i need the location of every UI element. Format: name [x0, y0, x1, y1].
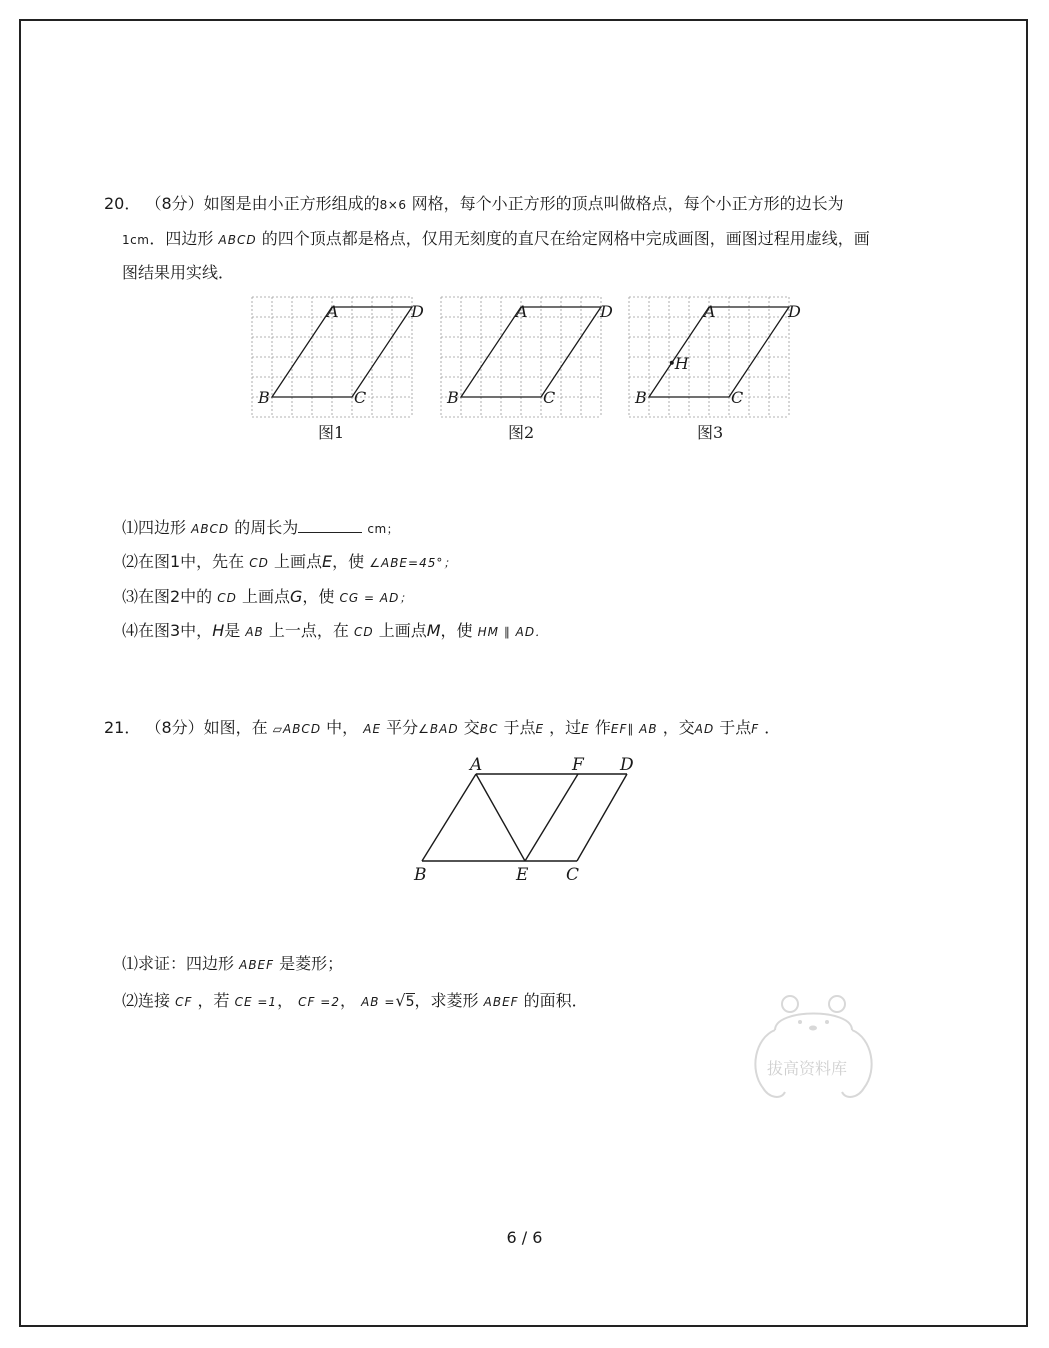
- point-H: [670, 361, 674, 365]
- grid-figure-2: [441, 297, 613, 417]
- label-B: B: [447, 388, 459, 407]
- label-D: D: [788, 302, 801, 321]
- parallelogram-abcd: [461, 307, 601, 397]
- label-E: E: [516, 865, 529, 885]
- label-A: A: [470, 755, 483, 775]
- label-C: C: [543, 388, 556, 407]
- figure-caption-1: 图1: [318, 423, 345, 442]
- answer-blank[interactable]: [298, 518, 362, 533]
- watermark: [745, 990, 880, 1105]
- q20-line1: 20． （8分）如图是由小正方形组成的8×6 网格，每个小正方形的顶点叫做格点，每个小正方形的边长为: [104, 194, 844, 213]
- figure-caption-2: 图2: [508, 423, 535, 442]
- parallelogram-abcd: [272, 307, 412, 397]
- label-A: A: [704, 302, 716, 321]
- label-A: A: [327, 302, 339, 321]
- bear-logo-icon: [745, 990, 880, 1105]
- seg-AB: [422, 774, 476, 861]
- q20-sub1: ⑴四边形 ABCD 的周长为 cm；: [122, 518, 400, 537]
- parallelogram-abcd: [649, 307, 789, 397]
- q20-sub2: ⑵在图1中，先在 CD 上画点E，使 ∠ABE=45°；: [122, 552, 457, 571]
- q20-sub3: ⑶在图2中的 CD 上画点G，使 CG = AD；: [122, 587, 413, 606]
- label-B: B: [414, 865, 427, 885]
- q20-line2: 1cm．四边形 ABCD 的四个顶点都是格点，仅用无刻度的直尺在给定网格中完成画图，画图过程用虚线，画: [122, 229, 870, 248]
- q20-sub4: ⑷在图3中，H是 AB 上一点，在 CD 上画点M，使 HM ∥ AD．: [122, 621, 549, 640]
- q21-line1: 21． （8分）如图，在 ▱ABCD 中， AE 平分∠BAD 交BC 于点E ，过E 作EF∥ AB ，交AD 于点F ．: [104, 718, 781, 737]
- label-D: D: [411, 302, 424, 321]
- q21-figure: [400, 752, 660, 892]
- figure-caption-3: 图3: [697, 423, 724, 442]
- watermark-text: 拔高资料库: [767, 1059, 848, 1078]
- seg-EF: [525, 774, 578, 861]
- label-D: D: [620, 755, 634, 775]
- grid-figure-1: [252, 297, 424, 417]
- label-C: C: [731, 388, 744, 407]
- seg-DC: [577, 774, 627, 861]
- label-F: F: [572, 755, 584, 775]
- q20-line3: 图结果用实线．: [122, 263, 235, 282]
- grid-figure-3: [629, 297, 801, 417]
- q21-sub2: ⑵连接 CF ，若 CE =1， CF =2， AB =√5，求菱形 ABEF 的面积．: [122, 991, 588, 1010]
- label-D: D: [600, 302, 613, 321]
- q21-sub1: ⑴求证：四边形 ABEF 是菱形；: [122, 954, 344, 973]
- page-number: 6 / 6: [506, 1228, 543, 1247]
- label-B: B: [635, 388, 647, 407]
- label-C: C: [354, 388, 367, 407]
- seg-AE: [476, 774, 525, 861]
- label-H: H: [674, 353, 689, 373]
- label-C: C: [566, 865, 580, 885]
- label-B: B: [258, 388, 270, 407]
- label-A: A: [516, 302, 528, 321]
